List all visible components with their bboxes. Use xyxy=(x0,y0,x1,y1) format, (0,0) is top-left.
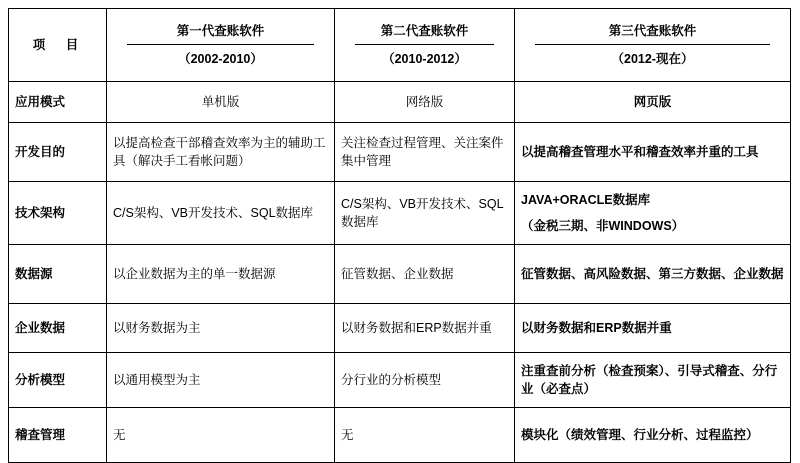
table-row xyxy=(9,82,791,123)
table-body xyxy=(9,9,791,463)
cell-analysis-model-gen3: 注重查前分析（检查预案）、引导式稽查、分行业（必查点） xyxy=(515,353,791,408)
column-period-gen3: （2012-现在） xyxy=(611,51,694,66)
column-header-gen2 xyxy=(335,9,515,82)
cell-application-mode-gen1: 单机版 xyxy=(107,82,335,123)
column-header-gen3 xyxy=(515,9,791,82)
table-row xyxy=(9,353,791,408)
cell-development-purpose-gen3: 以提高稽查管理水平和稽查效率并重的工具 xyxy=(515,123,791,182)
cell-text-line: （金税三期、非WINDOWS） xyxy=(521,218,685,233)
cell-enterprise-data-gen3: 以财务数据和ERP数据并重 xyxy=(515,304,791,353)
row-label-technical-architecture: 技术架构 xyxy=(9,182,107,245)
column-title-gen2: 第二代查账软件 xyxy=(355,22,494,44)
cell-enterprise-data-gen1: 以财务数据为主 xyxy=(107,304,335,353)
row-label-application-mode: 应用模式 xyxy=(9,82,107,123)
table-row xyxy=(9,182,791,245)
cell-data-source-gen3: 征管数据、高风险数据、第三方数据、企业数据 xyxy=(515,245,791,304)
row-label-data-source: 数据源 xyxy=(9,245,107,304)
cell-audit-management-gen3: 模块化（绩效管理、行业分析、过程监控） xyxy=(515,408,791,463)
cell-enterprise-data-gen2: 以财务数据和ERP数据并重 xyxy=(335,304,515,353)
column-header-gen1 xyxy=(107,9,335,82)
table-header-row xyxy=(9,9,791,82)
cell-analysis-model-gen2: 分行业的分析模型 xyxy=(335,353,515,408)
column-title-gen1: 第一代查账软件 xyxy=(127,22,314,44)
row-label-audit-management: 稽查管理 xyxy=(9,408,107,463)
table-row xyxy=(9,408,791,463)
row-label-analysis-model: 分析模型 xyxy=(9,353,107,408)
cell-audit-management-gen1: 无 xyxy=(107,408,335,463)
cell-technical-architecture-gen2: C/S架构、VB开发技术、SQL数据库 xyxy=(335,182,515,245)
column-period-gen2: （2010-2012） xyxy=(382,51,467,66)
cell-technical-architecture-gen1: C/S架构、VB开发技术、SQL数据库 xyxy=(107,182,335,245)
row-label-enterprise-data: 企业数据 xyxy=(9,304,107,353)
cell-application-mode-gen3: 网页版 xyxy=(515,82,791,123)
cell-analysis-model-gen1: 以通用模型为主 xyxy=(107,353,335,408)
cell-audit-management-gen2: 无 xyxy=(335,408,515,463)
column-title-gen3: 第三代查账软件 xyxy=(535,22,770,44)
cell-data-source-gen1: 以企业数据为主的单一数据源 xyxy=(107,245,335,304)
cell-technical-architecture-gen3 xyxy=(515,182,791,245)
cell-application-mode-gen2: 网络版 xyxy=(335,82,515,123)
cell-development-purpose-gen2: 关注检查过程管理、关注案件集中管理 xyxy=(335,123,515,182)
table-row xyxy=(9,123,791,182)
cell-data-source-gen2: 征管数据、企业数据 xyxy=(335,245,515,304)
comparison-table xyxy=(8,8,791,463)
row-label-development-purpose: 开发目的 xyxy=(9,123,107,182)
cell-development-purpose-gen1: 以提高检查干部稽查效率为主的辅助工具（解决手工看帐问题） xyxy=(107,123,335,182)
cell-text-line: JAVA+ORACLE数据库 xyxy=(521,193,651,208)
corner-label: 项 目 xyxy=(9,9,107,82)
column-period-gen1: （2002-2010） xyxy=(178,51,263,66)
table-row xyxy=(9,304,791,353)
table-row xyxy=(9,245,791,304)
